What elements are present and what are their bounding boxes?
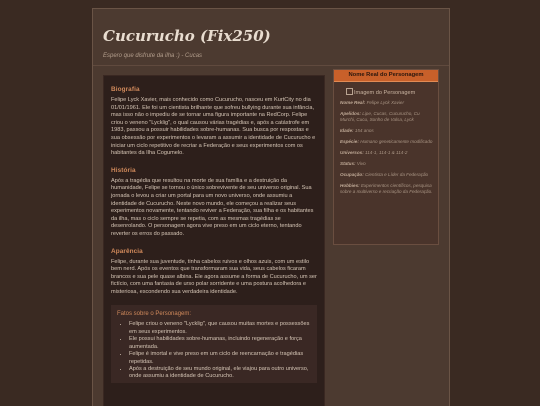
character-sidebar [333,69,439,245]
facts-box [111,305,317,382]
facts-list [117,321,311,380]
sidebar-info-list [334,96,438,195]
character-image-alt: Imagem do Personagem [354,90,416,96]
broken-image-icon [346,88,353,95]
info-label: Idade: [340,128,354,133]
info-value: Lipe, Cucas, Cucurucho, Cu Murchi, Cucu, Sonho de Valsa, Lyck [340,111,420,122]
character-image [346,88,426,96]
sidebar-heading: Nome Real do Personagem [334,70,438,82]
header-divider [93,65,449,66]
facts-heading: Fatos sobre o Personagem: [117,311,192,318]
info-row-hobbies [340,183,433,195]
info-label: Universos: [340,150,364,155]
info-value: Vivo [356,161,366,166]
info-row-idade [340,128,433,134]
info-row-nome [340,100,433,106]
fact-item: • Ele possui habilidades sobre-humanas, incluindo regeneração e força aumentada. [129,336,311,351]
blog-title[interactable]: Cucurucho (Fix250) [103,27,271,45]
info-value: 154 anos [354,128,374,133]
info-label: Hobbies: [340,183,360,188]
post-body [103,75,325,406]
info-value: Felipe Lyck Xavier [366,100,405,105]
info-value: Humano geneticamente modificado [360,139,433,144]
info-row-especie [340,139,433,145]
info-value: Experimentos científicos, pesquisa sobre a multiverso e recriação da Federação. [340,183,433,194]
section-text-historia: Após a tragédia que resultou na morte de sua família e a destruição da humanidade, Felipe se tornou o único sobrevivente de seu universo original. Sua jornada o levou a criar um portal para um novo universo, onde assumiu a identidade de Cucurucho. Neste novo mundo, ele começou a realizar seus experimentos novamente, tentando reviver a Federação, sua filha e os habitantes da ilha, mas o ciclo sempre se repetia, com as mesmas tragédias se desenrolando. O personagem agora vive preso em um ciclo eterno, tentando reverter os erros do passado. [111,177,314,237]
info-label: Espécie: [340,139,359,144]
info-value: Cientista e Líder da Federação [365,172,429,177]
info-value: 114-1, 114-1 & 114-2 [365,150,408,155]
info-row-universos [340,150,433,156]
info-row-apelidos [340,111,433,123]
fact-item: • Após a destruição de seu mundo original, ele viajou para outro universo, onde assumiu a identidade de Cucurucho. [129,366,311,381]
info-row-status [340,161,433,167]
section-heading-biografia: Biografia [111,86,140,93]
info-label: Apelidos: [340,111,361,116]
section-heading-aparencia: Aparência [111,247,143,255]
info-label: Nome Real: [340,100,366,105]
info-label: Ocupação: [340,172,364,177]
section-text-biografia: Felipe Lyck Xavier, mais conhecido como Cucurucho, nasceu em KurtCity no dia 01/01/1961. Ele foi um cientista brilhante que sofreu bullying durante sua infância, mas isso não o impediu de se tornar uma figura importante na RedCorp. Felipe criou o veneno "Lycklig", o qual causou várias tragédias e, após a catástrofe em 1983, passou a possuir habilidades sobre-humanas. Sua busca por respostas e sua obsessão por experimentos o levaram a assumir a identidade de Cucurucho e iniciar um ciclo repetitivo de recriar a Federação e seus experimentos com os habitantes da Ilha Cogumelo. [111,97,316,157]
fact-item: • Felipe criou o veneno "Lycklig", que causou muitas mortes e possessões em seus experimentos. [129,321,311,336]
info-label: Status: [340,161,356,166]
section-text-aparencia: Felipe, durante sua juventude, tinha cabelos ruivos e olhos azuis, com um estilo bem nerd. Após os eventos que transformaram sua vida, seus cabelos ficaram brancos e sua pele quase albina. Ele agora assume a forma de Cucurucho, um ser fictício, com uma fantasia de urso polar sorridente e uma postura acolhedora e misteriosa, escondendo sua verdadeira identidade. [111,258,317,295]
section-heading-historia: História [111,166,136,174]
blog-description: Espero que disfrute da ilha :) - Cucas [103,53,203,59]
info-row-ocupacao [340,172,433,178]
fact-item: • Felipe é imortal e vive preso em um ciclo de reencarnação e tragédias repetidas. [129,351,311,366]
blog-page [92,8,450,406]
